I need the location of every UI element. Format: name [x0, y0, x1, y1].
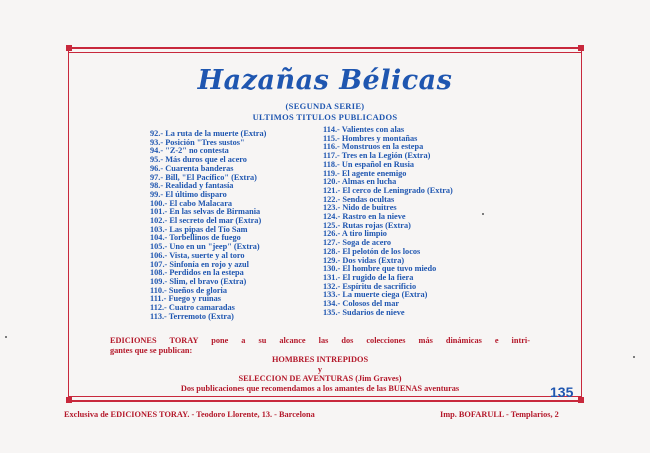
list-item: 135.- Sudarios de nieve [323, 307, 405, 317]
promo-collection-1: HOMBRES INTREPIDOS [271, 355, 369, 365]
list-item: 110.- Sueños de gloria [150, 285, 227, 295]
list-item: 114.- Valientes con alas [323, 125, 405, 134]
list-item: 123.- Nido de buitres [323, 203, 397, 213]
list-item: 105.- Uno en un "jeep" (Extra) [150, 242, 260, 252]
list-item: 100.- El cabo Malacara [150, 198, 233, 208]
list-item: 112.- Cuatro camaradas [150, 303, 235, 313]
titles-list-right [323, 126, 453, 317]
titles-list-left [150, 130, 266, 321]
list-item: 120.- Almas en lucha [323, 177, 397, 187]
list-item: 92.- La ruta de la muerte (Extra) [150, 129, 267, 138]
series-title: Hazañas Bélicas [197, 65, 453, 96]
frame-bottom-outer [68, 400, 582, 402]
list-item: 94.- "Z-2" no contesta [150, 146, 229, 156]
list-item: 119.- El agente enemigo [323, 168, 407, 178]
promo-conjunction: y [317, 364, 323, 374]
list-item: 98.- Realidad y fantasía [150, 181, 234, 191]
list-heading: ULTIMOS TITULOS PUBLICADOS [252, 112, 398, 122]
list-item: 102.- El secreto del mar (Extra) [150, 216, 262, 226]
list-item: 122.- Sendas ocultas [323, 194, 395, 204]
list-item: 113.- Terremoto (Extra) [150, 311, 234, 321]
list-item: 101.- En las selvas de Birmania [150, 207, 261, 217]
print-speck [482, 213, 484, 215]
list-item: 96.- Cuarenta banderas [150, 163, 234, 173]
print-speck [5, 336, 7, 338]
list-item: 104.- Torbellinos de fuego [150, 233, 241, 243]
promo-line: gantes que se publican: [110, 345, 193, 355]
list-item: 127.- Soga de acero [323, 238, 392, 248]
page-number: 135 [550, 384, 574, 400]
list-item: 93.- Posición "Tres sustos" [150, 137, 245, 147]
list-item: 117.- Tres en la Legión (Extra) [323, 151, 431, 161]
list-item: 115.- Hombres y montañas [323, 133, 418, 143]
list-item: 126.- A tiro limpio [323, 229, 387, 239]
series-subtitle: (SEGUNDA SERIE) [285, 101, 365, 111]
list-item: 103.- Las pipas del Tío Sam [150, 224, 248, 234]
frame-top-outer [68, 47, 582, 49]
list-item: 111.- Fuego y ruinas [150, 294, 221, 304]
list-item: 121.- El cerco de Leningrado (Extra) [323, 185, 453, 195]
frame-top-inner [68, 52, 582, 53]
promo-block [110, 336, 530, 394]
list-item: 97.- Bill, "El Pacífico" (Extra) [150, 172, 257, 182]
list-item: 107.- Sinfonía en rojo y azul [150, 259, 249, 269]
list-item: 109.- Slim, el bravo (Extra) [150, 276, 247, 286]
list-item: 132.- Espíritu de sacrificio [323, 281, 417, 291]
list-item: 99.- El último disparo [150, 189, 227, 199]
promo-collection-2: SELECCION DE AVENTURAS (Jim Graves) [238, 374, 402, 384]
footer-printer: Imp. BOFARULL - Templarios, 2 [440, 410, 559, 419]
list-item: 95.- Más duros que el acero [150, 155, 247, 165]
promo-line: Dos publicaciones que recomendamos a los amantes de las BUENAS aventuras [180, 383, 460, 393]
list-item: 116.- Monstruos en la estepa [323, 142, 424, 152]
frame-bottom-inner [68, 396, 582, 397]
list-item: 125.- Rutas rojas (Extra) [323, 220, 411, 230]
frame-corner-bl [66, 397, 72, 403]
list-item: 124.- Rastro en la nieve [323, 212, 406, 222]
frame-corner-tl [66, 45, 72, 51]
list-item: 128.- El pelotón de los locos [323, 246, 421, 256]
frame-corner-br [578, 397, 584, 403]
list-item: 130.- El hombre que tuvo miedo [323, 264, 437, 274]
footer-publisher: Exclusiva de EDICIONES TORAY. - Teodoro Llorente, 13. - Barcelona [64, 410, 315, 419]
list-item: 129.- Dos vidas (Extra) [323, 255, 405, 265]
frame-corner-tr [578, 45, 584, 51]
list-item: 118.- Un español en Rusia [323, 159, 415, 169]
list-item: 106.- Vista, suerte y al toro [150, 250, 245, 260]
list-item: 134.- Colosos del mar [323, 299, 400, 309]
print-speck [633, 356, 635, 358]
promo-line: EDICIONES TORAY pone a su alcance las dos colecciones más dinámicas e intri- [110, 336, 530, 345]
list-item: 108.- Perdidos en la estepa [150, 268, 244, 278]
list-item: 133.- La muerte ciega (Extra) [323, 290, 428, 300]
list-item: 131.- El rugido de la fiera [323, 272, 414, 282]
